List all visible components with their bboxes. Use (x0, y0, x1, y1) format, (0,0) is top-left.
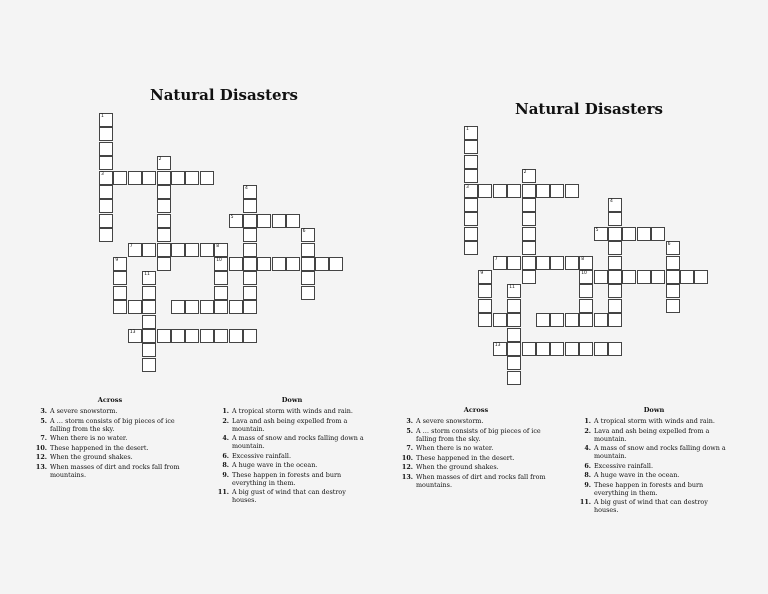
grid-cell[interactable] (157, 228, 171, 242)
grid-cell[interactable] (157, 214, 171, 228)
across-heading: Across (97, 396, 123, 404)
grid-cell[interactable] (493, 313, 507, 327)
grid-cell[interactable] (272, 257, 286, 271)
grid-cell[interactable] (565, 184, 579, 198)
clue-number: 10 (581, 271, 587, 276)
grid-cell[interactable] (113, 271, 127, 285)
grid-cell[interactable] (478, 313, 492, 327)
clue-item: 9. These happen in forests and burn everything in them. (584, 480, 704, 497)
grid-cell[interactable] (315, 257, 329, 271)
grid-cell[interactable] (478, 284, 492, 298)
grid-cell[interactable] (651, 227, 665, 241)
grid-cell[interactable] (171, 171, 185, 185)
grid-cell[interactable] (113, 171, 127, 185)
grid-cell[interactable] (229, 257, 243, 271)
grid-cell[interactable] (464, 198, 478, 212)
grid-cell[interactable] (99, 171, 113, 185)
grid-cell[interactable] (464, 140, 478, 154)
grid-cell[interactable] (99, 127, 113, 141)
grid-cell[interactable] (464, 184, 478, 198)
clue-number: 1 (101, 114, 104, 119)
clue-item: 13. When masses of dirt and rocks fall from mountains. (35, 462, 180, 479)
grid-cell[interactable] (157, 257, 171, 271)
clue-number: 3 (101, 171, 104, 177)
clue-item: 13. When masses of dirt and rocks fall from mountains. (401, 472, 546, 489)
grid-cell[interactable] (185, 300, 199, 314)
grid-cell[interactable] (185, 329, 199, 343)
grid-cell[interactable] (522, 184, 536, 198)
grid-cell[interactable] (493, 342, 507, 356)
grid-cell[interactable] (550, 342, 564, 356)
grid-cell[interactable] (536, 313, 550, 327)
grid-cell[interactable] (608, 256, 622, 270)
grid-cell[interactable] (550, 184, 564, 198)
worksheet-title: Natural Disasters (515, 100, 663, 118)
grid-cell[interactable] (507, 328, 521, 342)
grid-cell[interactable] (200, 300, 214, 314)
grid-cell[interactable] (522, 212, 536, 226)
grid-cell[interactable] (464, 212, 478, 226)
grid-cell[interactable] (142, 171, 156, 185)
grid-cell[interactable] (608, 198, 622, 212)
grid-cell[interactable] (522, 241, 536, 255)
down-clues (574, 406, 734, 516)
clue-number: 8 (581, 256, 585, 262)
clue-item: 8. A huge wave in the ocean. (222, 461, 318, 469)
grid-cell[interactable] (113, 300, 127, 314)
grid-cell[interactable] (666, 299, 680, 313)
grid-cell[interactable] (637, 227, 651, 241)
clue-number: 11 (509, 285, 515, 291)
grid-cell[interactable] (171, 329, 185, 343)
clue-item: 6. Excessive rainfall. (222, 451, 291, 460)
clue-item: 4. A mass of snow and rocks falling down a mountain. (584, 444, 726, 460)
grid-cell[interactable] (243, 185, 257, 199)
grid-cell[interactable] (185, 171, 199, 185)
grid-cell[interactable] (608, 270, 622, 284)
clue-number: 7 (494, 256, 498, 262)
grid-cell[interactable] (478, 270, 492, 284)
worksheet-title: Natural Disasters (150, 86, 298, 104)
clue-item: 7. When there is no water. (406, 444, 494, 452)
clue-number: 2 (523, 170, 527, 176)
grid-cell[interactable] (522, 256, 536, 270)
grid-cell[interactable] (608, 227, 622, 241)
grid-cell[interactable] (464, 241, 478, 255)
clue-item: 11. A big gust of wind that can destroy houses. (217, 488, 346, 504)
grid-cell[interactable] (301, 286, 315, 300)
grid-cell[interactable] (637, 270, 651, 284)
clue-number: 5 (230, 214, 234, 220)
grid-cell[interactable] (507, 299, 521, 313)
grid-cell[interactable] (666, 241, 680, 255)
clue-item: 2. Lava and ash being expelled from a mountain. (222, 416, 348, 433)
grid-cell[interactable] (522, 198, 536, 212)
grid-cell[interactable] (666, 284, 680, 298)
grid-cell[interactable] (243, 329, 257, 343)
grid-cell[interactable] (565, 256, 579, 270)
grid-cell[interactable] (522, 169, 536, 183)
grid-cell[interactable] (157, 243, 171, 257)
clue-number: 5 (595, 227, 599, 233)
clue-item: 12. When the ground shakes. (35, 453, 133, 461)
grid-cell[interactable] (579, 342, 593, 356)
grid-cell[interactable] (680, 270, 694, 284)
grid-cell[interactable] (99, 199, 113, 213)
clue-item: 3. A severe snowstorm. (406, 417, 484, 425)
clue-item: 5. A … storm consists of big pieces of ice falling from the sky. (40, 416, 175, 433)
grid-cell[interactable] (214, 286, 228, 300)
grid-cell[interactable] (507, 313, 521, 327)
clue-item: 10. These happened in the desert. (35, 443, 149, 452)
grid-cell[interactable] (142, 329, 156, 343)
grid-cell[interactable] (200, 171, 214, 185)
clue-number: 4 (610, 199, 613, 204)
grid-cell[interactable] (157, 171, 171, 185)
clue-item: 6. Excessive rainfall. (584, 461, 653, 470)
grid-cell[interactable] (507, 256, 521, 270)
grid-cell[interactable] (142, 358, 156, 372)
clue-number: 13 (129, 330, 136, 335)
grid-cell[interactable] (243, 214, 257, 228)
grid-cell[interactable] (301, 243, 315, 257)
grid-cell[interactable] (594, 227, 608, 241)
grid-cell[interactable] (214, 329, 228, 343)
grid-cell[interactable] (99, 228, 113, 242)
clue-item: 7. When there is no water. (40, 434, 128, 442)
grid-cell[interactable] (579, 284, 593, 298)
grid-cell[interactable] (579, 299, 593, 313)
grid-cell[interactable] (257, 257, 271, 271)
grid-cell[interactable] (214, 271, 228, 285)
grid-cell[interactable] (171, 300, 185, 314)
grid-cell[interactable] (128, 243, 142, 257)
grid-cell[interactable] (243, 271, 257, 285)
down-heading: Down (643, 406, 665, 414)
clue-item: 8. A huge wave in the ocean. (584, 471, 680, 479)
clue-number: 11 (144, 272, 150, 278)
grid-cell[interactable] (200, 243, 214, 257)
grid-cell[interactable] (142, 271, 156, 285)
grid-cell[interactable] (565, 313, 579, 327)
grid-cell[interactable] (464, 169, 478, 183)
grid-cell[interactable] (608, 342, 622, 356)
grid-cell[interactable] (243, 286, 257, 300)
grid-cell[interactable] (622, 270, 636, 284)
grid-cell[interactable] (229, 329, 243, 343)
grid-cell[interactable] (478, 299, 492, 313)
grid-cell[interactable] (651, 270, 665, 284)
grid-cell[interactable] (522, 270, 536, 284)
grid-cell[interactable] (157, 329, 171, 343)
grid-cell[interactable] (257, 214, 271, 228)
grid-cell[interactable] (608, 299, 622, 313)
grid-cell[interactable] (229, 214, 243, 228)
grid-cell[interactable] (301, 228, 315, 242)
grid-cell[interactable] (99, 214, 113, 228)
grid-cell[interactable] (99, 113, 113, 127)
grid-cell[interactable] (536, 256, 550, 270)
grid-cell[interactable] (608, 212, 622, 226)
grid-cell[interactable] (507, 371, 521, 385)
clue-item: 10. These happened in the desert. (401, 453, 515, 462)
grid-cell[interactable] (329, 257, 343, 271)
across-heading: Across (463, 406, 489, 414)
grid-cell[interactable] (522, 227, 536, 241)
grid-cell[interactable] (608, 284, 622, 298)
grid-cell[interactable] (301, 257, 315, 271)
across-clues (396, 406, 556, 490)
grid-cell[interactable] (550, 313, 564, 327)
grid-cell[interactable] (99, 142, 113, 156)
grid-cell[interactable] (229, 300, 243, 314)
clue-item: 9. These happen in forests and burn everything in them. (222, 470, 342, 487)
grid-cell[interactable] (243, 228, 257, 242)
grid-cell[interactable] (214, 257, 228, 271)
grid-cell[interactable] (157, 185, 171, 199)
grid-cell[interactable] (142, 315, 156, 329)
clue-item: 1. A tropical storm with winds and rain. (584, 417, 715, 425)
grid-cell[interactable] (128, 329, 142, 343)
clue-number: 7 (129, 243, 133, 249)
grid-cell[interactable] (579, 256, 593, 270)
grid-cell[interactable] (694, 270, 708, 284)
grid-cell[interactable] (507, 356, 521, 370)
grid-cell[interactable] (142, 343, 156, 357)
clue-number: 3 (466, 184, 469, 190)
clue-item: 5. A … storm consists of big pieces of ice falling from the sky. (406, 426, 541, 443)
grid-cell[interactable] (666, 256, 680, 270)
grid-cell[interactable] (286, 257, 300, 271)
grid-cell[interactable] (594, 270, 608, 284)
grid-cell[interactable] (142, 243, 156, 257)
clue-number: 2 (158, 157, 162, 163)
grid-cell[interactable] (565, 342, 579, 356)
grid-cell[interactable] (579, 313, 593, 327)
grid-cell[interactable] (301, 271, 315, 285)
clue-number: 13 (494, 343, 501, 348)
grid-cell[interactable] (478, 184, 492, 198)
grid-cell[interactable] (99, 156, 113, 170)
grid-cell[interactable] (157, 199, 171, 213)
grid-cell[interactable] (243, 300, 257, 314)
clue-item: 12. When the ground shakes. (401, 463, 499, 471)
grid-cell[interactable] (536, 184, 550, 198)
grid-cell[interactable] (464, 155, 478, 169)
clue-number: 6 (667, 242, 671, 248)
grid-cell[interactable] (243, 199, 257, 213)
grid-cell[interactable] (666, 270, 680, 284)
down-heading: Down (281, 396, 303, 404)
grid-cell[interactable] (464, 126, 478, 140)
worksheet-right (364, 0, 748, 594)
clue-number: 8 (216, 243, 220, 249)
down-clues (212, 396, 372, 506)
grid-cell[interactable] (579, 270, 593, 284)
grid-cell[interactable] (128, 300, 142, 314)
grid-cell[interactable] (243, 257, 257, 271)
grid-cell[interactable] (142, 300, 156, 314)
clue-number: 4 (245, 186, 248, 191)
grid-cell[interactable] (200, 329, 214, 343)
grid-cell[interactable] (272, 214, 286, 228)
clue-number: 1 (466, 127, 469, 132)
grid-cell[interactable] (594, 342, 608, 356)
clue-item: 3. A severe snowstorm. (40, 407, 118, 415)
grid-cell[interactable] (214, 243, 228, 257)
grid-cell[interactable] (493, 256, 507, 270)
grid-cell[interactable] (608, 241, 622, 255)
clue-number: 6 (302, 229, 306, 235)
grid-cell[interactable] (550, 256, 564, 270)
grid-cell[interactable] (507, 184, 521, 198)
clue-item: 2. Lava and ash being expelled from a mountain. (584, 426, 710, 443)
grid-cell[interactable] (142, 286, 156, 300)
grid-cell[interactable] (522, 342, 536, 356)
grid-cell[interactable] (243, 243, 257, 257)
grid-cell[interactable] (622, 227, 636, 241)
grid-cell[interactable] (464, 227, 478, 241)
across-clues (30, 396, 190, 480)
grid-cell[interactable] (536, 342, 550, 356)
grid-cell[interactable] (507, 342, 521, 356)
grid-cell[interactable] (113, 286, 127, 300)
clue-number: 9 (480, 271, 484, 276)
grid-cell[interactable] (608, 313, 622, 327)
clue-number: 9 (115, 258, 119, 263)
grid-cell[interactable] (185, 243, 199, 257)
grid-cell[interactable] (507, 284, 521, 298)
grid-cell[interactable] (99, 185, 113, 199)
grid-cell[interactable] (113, 257, 127, 271)
grid-cell[interactable] (594, 313, 608, 327)
clue-item: 1. A tropical storm with winds and rain. (222, 407, 353, 415)
grid-cell[interactable] (286, 214, 300, 228)
clue-item: 4. A mass of snow and rocks falling down a mountain. (222, 434, 364, 450)
grid-cell[interactable] (493, 184, 507, 198)
grid-cell[interactable] (157, 156, 171, 170)
clue-item: 11. A big gust of wind that can destroy houses. (579, 498, 708, 514)
grid-cell[interactable] (214, 300, 228, 314)
clue-number: 10 (216, 258, 222, 263)
grid-cell[interactable] (171, 243, 185, 257)
grid-cell[interactable] (128, 171, 142, 185)
